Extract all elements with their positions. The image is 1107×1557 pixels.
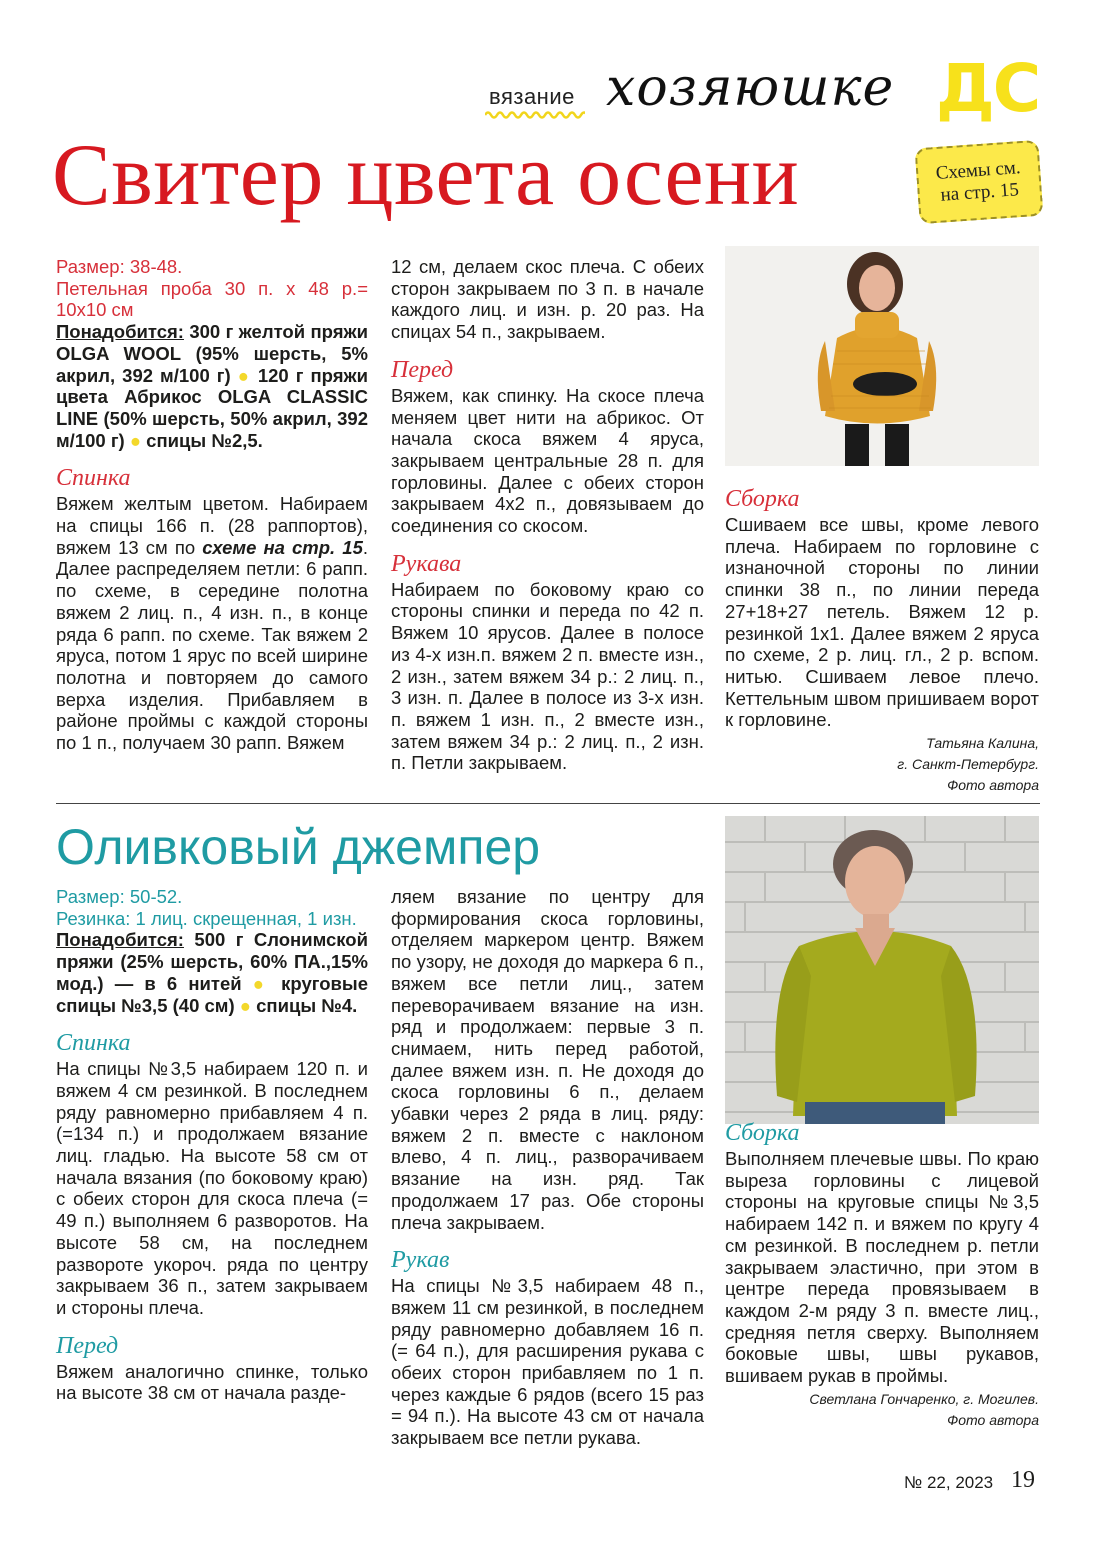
back-text-continued: 12 см, делаем скос плеча. С обеих сторон закрываем по 3 п. в начале каждого лиц. и изн. р. 20 раз. На спицах 54 п., закрываем. bbox=[391, 256, 704, 343]
sleeves-text: Набираем по боковому краю со стороны спинки и переда по 42 п. Вяжем 10 ярусов. Далее в полосе из 4-х изн.п. вяжем 2 п. вместе изн., 2 изн., затем вяжем 34 р.: 2 лиц. п., 3 изн. п. Далее в полосе из 3-х изн. п. вяжем 1 изн. п., 2 вместе изн., затем вяжем 34 р.: 2 лиц. п., 2 изн. п. Петли закрываем. bbox=[391, 578, 704, 774]
subheading-assembly: Сборка bbox=[725, 486, 800, 512]
photo-olive-jumper bbox=[725, 816, 1039, 1124]
sleeve-text: На спицы №3,5 набираем 48 п., вяжем 11 см резинкой, в последнем ряду равномерно добавляем 16 п. (= 64 п.), для расширения рукава с обеих сторон прибавляем по 1 п. через каждые 6 рядов (всего 15 раз = 94 п.). На высоте 43 см от начала закрываем все петли рукава. bbox=[391, 1275, 704, 1449]
scheme-reference-badge bbox=[915, 140, 1044, 224]
subheading-back: Спинка bbox=[56, 465, 131, 492]
rubric-title: хозяюшке bbox=[606, 58, 895, 118]
photo-credit: Фото автора bbox=[947, 777, 1039, 794]
materials-label-2: Понадобится: bbox=[56, 929, 184, 951]
article1-column-3 bbox=[725, 476, 1039, 796]
bullet-dot: ● bbox=[237, 364, 251, 386]
article2-column-2 bbox=[391, 886, 704, 1449]
subheading-front-2: Перед bbox=[56, 1332, 119, 1359]
materials-needles: спицы №2,5. bbox=[141, 429, 263, 451]
author-city: г. Санкт-Петербург. bbox=[897, 756, 1039, 773]
front-text-2-continued: ляем вязание по центру для формирования скоса горловины, отделяем маркером центр. Вяжем по узору, не доходя до маркера 6 п., вяжем все петли лиц., затем переворачиваем вязание на изн. ряд и продолжаем: первые 3 п. снимаем, нить перед работой, далее вяжем изн. п. Не доходя до скоса горловины 6 п., делаем убавки через 2 ряда в лиц. ряду: вяжем 2 п. вместе с наклоном влево, 4 п. лиц., разворачиваем вязание на изн. ряд. Так продолжаем 17 раз. Обе стороны плеча закрываем. bbox=[391, 886, 704, 1233]
gauge-line: Петельная проба 30 п. х 48 р.= 10х10 см bbox=[56, 277, 368, 321]
front-text-2: Вяжем аналогично спинке, только на высоте 38 см от начала разде- bbox=[56, 1360, 368, 1404]
article-title-2: Оливковый джемпер bbox=[56, 819, 541, 875]
back-text-part-2: . Далее распределяем петли: 6 рапп. по схеме, в середине полотна вяжем 2 лиц. п., 4 изн. п., в конце ряда 6 рапп. по схеме. Так вяжем 2 яруса, потом 1 ярус по всей ширине полотна и повторяем до самого верха изделия. Прибавляем в районе проймы с каждой стороны по 1 п., получаем 30 рапп. Вяжем bbox=[56, 536, 368, 754]
bullet-dot: ● bbox=[252, 972, 270, 994]
article1-column-1 bbox=[56, 256, 368, 754]
brand-logo: ДС bbox=[936, 50, 1040, 127]
article1-column-2 bbox=[391, 256, 704, 774]
materials-yarn-2: 120 г пряжи цвета Абрикос OLGA CLASSIC LINE (50% шерсть, 50% акрил, 392 м/100 г) bbox=[56, 364, 368, 451]
bullet-dot: ● bbox=[239, 994, 251, 1016]
wavy-underline bbox=[485, 110, 585, 120]
subheading-sleeves: Рукава bbox=[391, 550, 462, 577]
scheme-reference: схеме на стр. 15 bbox=[202, 536, 363, 558]
issue-number: № 22, 2023 bbox=[904, 1473, 994, 1492]
article-title: Свитер цвета осени bbox=[52, 127, 800, 224]
assembly-text: Сшиваем все швы, кроме левого плеча. Набираем по горловине с изнаночной стороны по линии спинки 38 п., по линии переда 27+18+27 петель. Вяжем 12 р. резинкой 1х1. Далее вяжем 2 яруса по схеме, 2 р. лиц. гл., 2 р. вспом. нитью. Сшиваем левое плечо. Кеттельным швом пришиваем ворот к горловине. bbox=[725, 514, 1039, 731]
rib-line: Резинка: 1 лиц. скрещенная, 1 изн. bbox=[56, 907, 357, 929]
materials-needles-2: спицы №4. bbox=[250, 994, 358, 1016]
materials-block bbox=[56, 321, 368, 451]
bullet-dot: ● bbox=[129, 429, 142, 451]
article2-column-1 bbox=[56, 886, 368, 1404]
author-name: Татьяна Калина, bbox=[926, 735, 1039, 752]
size-line: Размер: 38-48. bbox=[56, 256, 183, 277]
badge-line-1: Схемы см. bbox=[935, 157, 1022, 185]
back-text-2: На спицы №3,5 набираем 120 п. и вяжем 4 см резинкой. В последнем ряду равномерно прибавляем 4 п. (=134 п.) и продолжаем вязание лиц. гладью. На высоте 58 см от начала вязания (по боковому краю) с обеих сторон для скоса плеча (= 49 п.) выполняем 6 разворотов. На высоте 58 см, на последнем развороте укороч. ряда по центру закрываем 36 п., затем закрываем и стороны плеча. bbox=[56, 1058, 368, 1318]
photo-credit-2: Фото автора bbox=[947, 1411, 1039, 1428]
subheading-sleeve: Рукав bbox=[391, 1247, 450, 1274]
back-text bbox=[56, 493, 368, 753]
front-text: Вяжем, как спинку. На скосе плеча меняем цвет нити на абрикос. От начала скоса вяжем 4 яруса, закрываем центральные 28 п. для горловины. Далее с обеих сторон закрываем 4х2 п., довязываем до соединения со скосом. bbox=[391, 384, 704, 537]
materials-yarn: 500 г Слонимской пряжи (25% шерсть, 60% ПА.,15% мод.) — в 6 нитей bbox=[56, 929, 368, 994]
materials-circular-needles: круговые спицы №3,5 (40 см) bbox=[56, 972, 368, 1016]
materials-block-2 bbox=[56, 929, 368, 1016]
subheading-assembly-2: Сборка bbox=[725, 1120, 800, 1146]
badge-line-2: на стр. 15 bbox=[939, 179, 1020, 206]
photo-yellow-sweater bbox=[725, 246, 1039, 466]
assembly-text-2: Выполняем плечевые швы. По краю выреза горловины с лицевой стороны на круговые спицы №3,5 набираем 142 п. и вяжем по кругу 4 см резинкой. В последнем р. петли закрываем эластично, при этом в центре переда провязываем в каждом 2-м ряду 3 п. вместе лиц., средняя петля сверху. Выполняем боковые швы, швы рукавов, вшиваем рукав в проймы. bbox=[725, 1148, 1039, 1387]
materials-yarn-1: 300 г желтой пряжи OLGA WOOL (95% шерсть, 5% акрил, 392 м/100 г) bbox=[56, 321, 368, 386]
size-line-2: Размер: 50-52. bbox=[56, 886, 183, 907]
article-divider bbox=[56, 803, 1040, 804]
article2-column-3 bbox=[725, 1110, 1039, 1431]
subheading-back-2: Спинка bbox=[56, 1030, 131, 1057]
page-number: 19 bbox=[1011, 1467, 1035, 1493]
back-text-part-1: Вяжем желтым цветом. Набираем на спицы 166 п. (28 раппортов), вяжем 13 см по bbox=[56, 493, 368, 558]
author-name-2: Светлана Гончаренко, г. Могилев. bbox=[809, 1390, 1039, 1407]
subheading-front: Перед bbox=[391, 356, 454, 383]
materials-label: Понадобится: bbox=[56, 321, 184, 343]
section-label: вязание bbox=[489, 84, 575, 109]
